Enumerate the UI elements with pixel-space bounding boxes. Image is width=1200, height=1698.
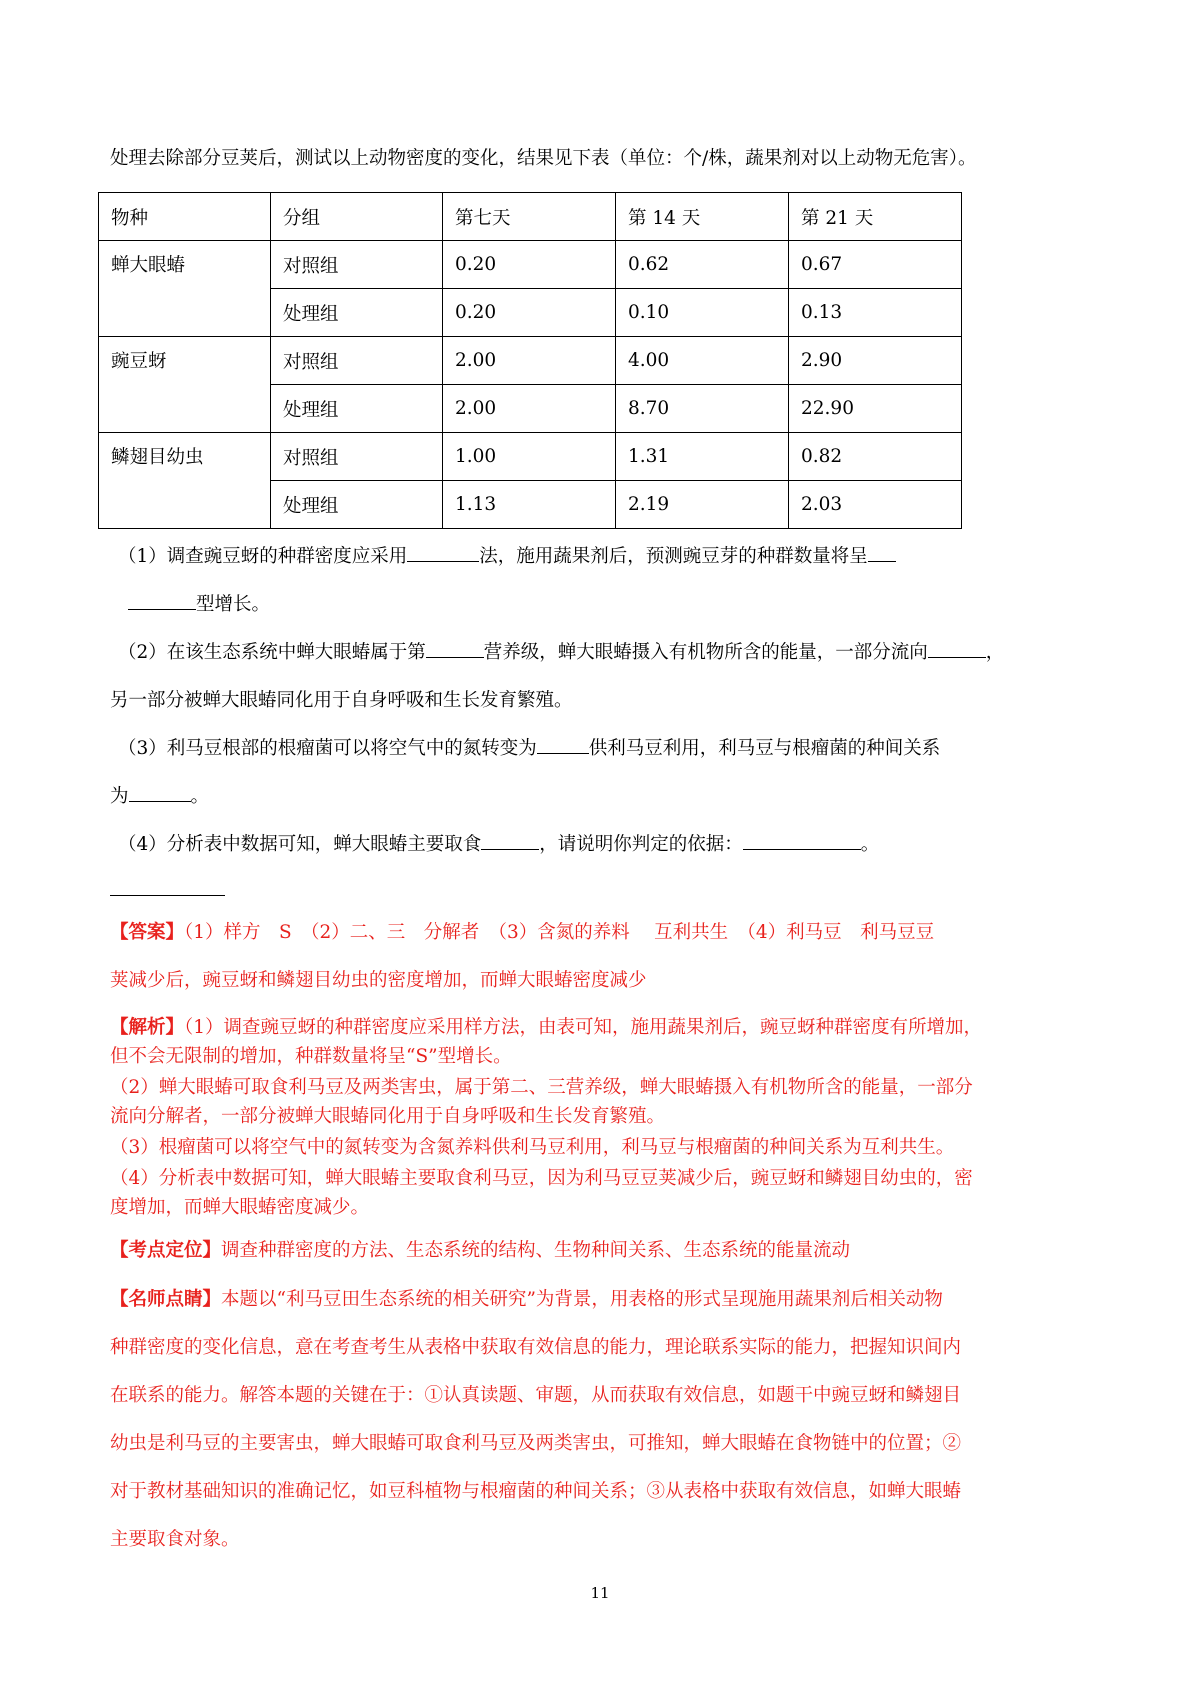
header-species: 物种	[99, 193, 271, 241]
analysis-line-5: （3）根瘤菌可以将空气中的氮转变为含氮养料供利马豆利用，利马豆与根瘤菌的种间关系为互利共生。	[110, 1137, 955, 1158]
value-cell: 0.62	[616, 241, 789, 289]
analysis-tag: 【解析】	[110, 1017, 185, 1038]
question-4: （4）分析表中数据可知，蝉大眼蝽主要取食 ，请说明你判定的依据： 。	[118, 834, 880, 855]
value-cell: 0.13	[789, 289, 962, 337]
value-cell: 4.00	[616, 337, 789, 385]
kaodian-tag: 【考点定位】	[110, 1240, 222, 1261]
mingshi-line-4: 幼虫是利马豆的主要害虫，蝉大眼蝽可取食利马豆及两类害虫，可推知，蝉大眼蝽在食物链中的位置；②	[110, 1433, 962, 1454]
value-cell: 8.70	[616, 385, 789, 433]
value-cell: 1.31	[616, 433, 789, 481]
answer-blank	[407, 560, 479, 562]
analysis-line-1: 【解析】（1）调查豌豆蚜的种群密度应采用样方法，由表可知，施用蔬果剂后，豌豆蚜种群密度有所增加，	[110, 1017, 983, 1038]
table-header-row	[99, 193, 962, 241]
mingshi-line-6: 主要取食对象。	[110, 1529, 240, 1550]
value-cell: 0.10	[616, 289, 789, 337]
value-cell: 2.19	[616, 481, 789, 529]
header-day7: 第七天	[443, 193, 616, 241]
mingshi-line-1: 【名师点睛】本题以“利马豆田生态系统的相关研究”为背景，用表格的形式呈现施用蔬果剂后相关动物	[110, 1289, 943, 1310]
value-cell: 22.90	[789, 385, 962, 433]
answer-blank	[426, 656, 484, 658]
value-cell: 2.90	[789, 337, 962, 385]
group-cell: 处理组	[271, 481, 443, 529]
answer-blank	[537, 752, 589, 754]
header-group: 分组	[271, 193, 443, 241]
table-row	[99, 433, 962, 481]
question-2-cont: 另一部分被蝉大眼蝽同化用于自身呼吸和生长发育繁殖。	[110, 690, 573, 711]
mingshi-line-5: 对于教材基础知识的准确记忆，如豆科植物与根瘤菌的种间关系；③从表格中获取有效信息，如蝉大眼蝽	[110, 1481, 962, 1502]
group-cell: 对照组	[271, 241, 443, 289]
value-cell: 0.20	[443, 289, 616, 337]
answer-blank	[743, 848, 861, 850]
answer-tag: 【答案】	[110, 922, 185, 943]
table-row	[99, 241, 962, 289]
value-cell: 0.82	[789, 433, 962, 481]
species-cell: 鳞翅目幼虫	[99, 433, 271, 529]
separator-rule	[110, 895, 225, 896]
answer-blank	[481, 848, 539, 850]
density-table	[98, 192, 962, 529]
group-cell: 对照组	[271, 337, 443, 385]
mingshi-line-3: 在联系的能力。解答本题的关键在于：①认真读题、审题，从而获取有效信息，如题干中豌豆蚜和鳞翅目	[110, 1385, 962, 1406]
answer-blank	[928, 656, 986, 658]
analysis-line-7: 度增加，而蝉大眼蝽密度减少。	[110, 1197, 370, 1218]
group-cell: 处理组	[271, 289, 443, 337]
question-1: （1）调查豌豆蚜的种群密度应采用 法，施用蔬果剂后，预测豌豆芽的种群数量将呈	[118, 546, 896, 568]
mingshi-line-2: 种群密度的变化信息，意在考查考生从表格中获取有效信息的能力，理论联系实际的能力，把握知识间内	[110, 1337, 962, 1358]
value-cell: 1.13	[443, 481, 616, 529]
answer-blank	[128, 608, 196, 610]
value-cell: 1.00	[443, 433, 616, 481]
question-1-cont: 型增长。	[128, 594, 270, 616]
mingshi-tag: 【名师点睛】	[110, 1289, 222, 1310]
answer-blank	[868, 560, 896, 562]
header-day14: 第 14 天	[616, 193, 789, 241]
species-cell: 蝉大眼蝽	[99, 241, 271, 337]
value-cell: 2.03	[789, 481, 962, 529]
question-3-cont: 为 。	[110, 786, 210, 807]
group-cell: 处理组	[271, 385, 443, 433]
intro-line: 处理去除部分豆荚后，测试以上动物密度的变化，结果见下表（单位：个/株，蔬果剂对以上动物无危害）。	[110, 148, 977, 169]
page-number: 11	[590, 1584, 610, 1602]
question-2: （2）在该生态系统中蝉大眼蝽属于第 营养级，蝉大眼蝽摄入有机物所含的能量，一部分流向 ，	[118, 642, 1005, 663]
value-cell: 0.67	[789, 241, 962, 289]
analysis-line-4: 流向分解者，一部分被蝉大眼蝽同化用于自身呼吸和生长发育繁殖。	[110, 1106, 666, 1127]
value-cell: 2.00	[443, 337, 616, 385]
kaodian-line: 【考点定位】调查种群密度的方法、生态系统的结构、生物种间关系、生态系统的能量流动	[110, 1240, 851, 1261]
species-cell: 豌豆蚜	[99, 337, 271, 433]
analysis-line-2: 但不会无限制的增加，种群数量将呈“S”型增长。	[110, 1046, 512, 1067]
analysis-line-6: （4）分析表中数据可知，蝉大眼蝽主要取食利马豆，因为利马豆豆荚减少后，豌豆蚜和鳞翅目幼虫的，密	[110, 1168, 973, 1189]
group-cell: 对照组	[271, 433, 443, 481]
question-3: （3）利马豆根部的根瘤菌可以将空气中的氮转变为 供利马豆利用，利马豆与根瘤菌的种间关系	[118, 738, 941, 759]
value-cell: 0.20	[443, 241, 616, 289]
value-cell: 2.00	[443, 385, 616, 433]
table-row	[99, 337, 962, 385]
analysis-line-3: （2）蝉大眼蝽可取食利马豆及两类害虫，属于第二、三营养级，蝉大眼蝽摄入有机物所含的能量，一部分	[110, 1077, 973, 1098]
answer-line-2: 荚减少后，豌豆蚜和鳞翅目幼虫的密度增加，而蝉大眼蝽密度减少	[110, 970, 647, 991]
answer-line-1: 【答案】（1）样方 S （2）二、三 分解者 （3）含氮的养料 互利共生 （4）利马豆 利马豆豆	[110, 922, 935, 943]
answer-blank	[129, 800, 191, 802]
header-day21: 第 21 天	[789, 193, 962, 241]
